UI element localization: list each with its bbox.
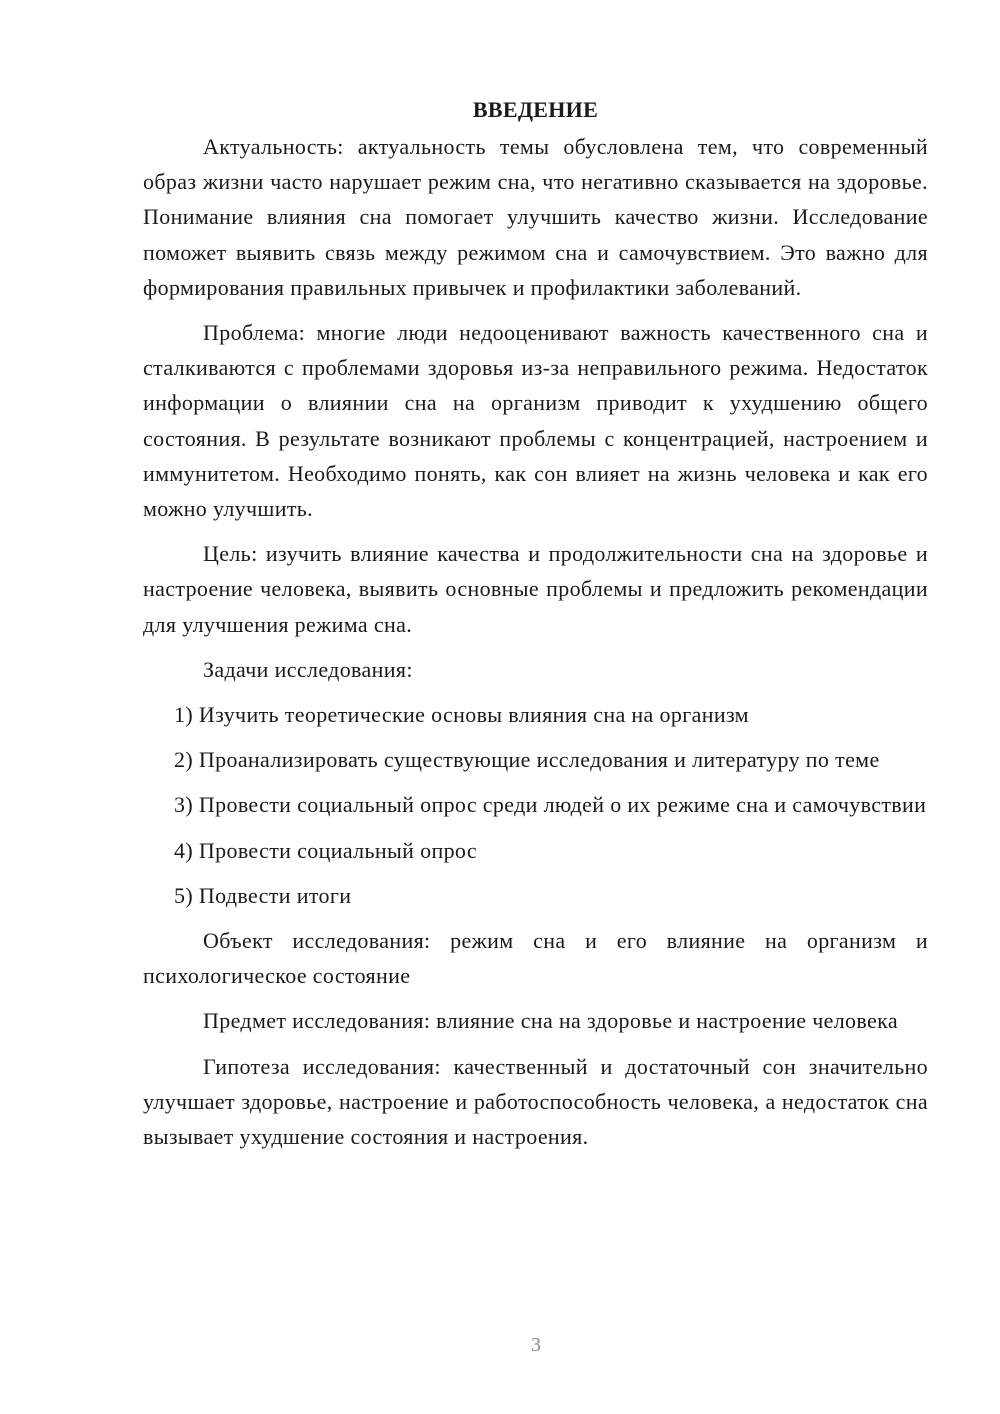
hypothesis-paragraph: Гипотеза исследования: качественный и достаточный сон значительно улучшает здоровье, настроение и работоспособность человека, а недостаток сна вызывает ухудшение состояния и настроения. — [143, 1053, 928, 1150]
page-number: 3 — [531, 1334, 541, 1356]
problem-paragraph: Проблема: многие люди недооценивают важность качественного сна и сталкиваются с проблемами здоровья из-за неправильного режима. Недостаток информации о влиянии сна на организм приводит к ухудшению общего состояния. В результате возникают проблемы с концентрацией, настроением и иммунитетом. Необходимо понять, как сон влияет на жизнь человека и как его можно улучшить. — [143, 320, 928, 522]
object-paragraph: Объект исследования: режим сна и его влияние на организм и психологическое состояние — [143, 928, 928, 989]
subject-paragraph: Предмет исследования: влияние сна на здоровье и настроение человека — [203, 1008, 898, 1034]
section-title: ВВЕДЕНИЕ — [472, 97, 599, 122]
task-item-4: 4) Провести социальный опрос — [174, 837, 477, 863]
relevance-paragraph: Актуальность: актуальность темы обусловлена тем, что современный образ жизни часто нарушает режим сна, что негативно сказывается на здоровье. Понимание влияния сна помогает улучшить качество жизни. Исследование поможет выявить связь между режимом сна и самочувствием. Это важно для формирования правильных привычек и профилактики заболеваний. — [143, 134, 928, 300]
document-page — [143, 92, 928, 1154]
goal-paragraph: Цель: изучить влияние качества и продолжительности сна на здоровье и настроение человека, выявить основные проблемы и предложить рекомендации для улучшения режима сна. — [143, 541, 928, 637]
tasks-heading: Задачи исследования: — [203, 656, 413, 682]
task-item-5: 5) Подвести итоги — [174, 882, 352, 908]
task-item-1: 1) Изучить теоретические основы влияния сна на организм — [174, 702, 749, 728]
task-item-3: 3) Провести социальный опрос среди людей о их режиме сна и самочувствии — [174, 792, 927, 818]
task-item-2: 2) Проанализировать существующие исследования и литературу по теме — [174, 747, 880, 773]
